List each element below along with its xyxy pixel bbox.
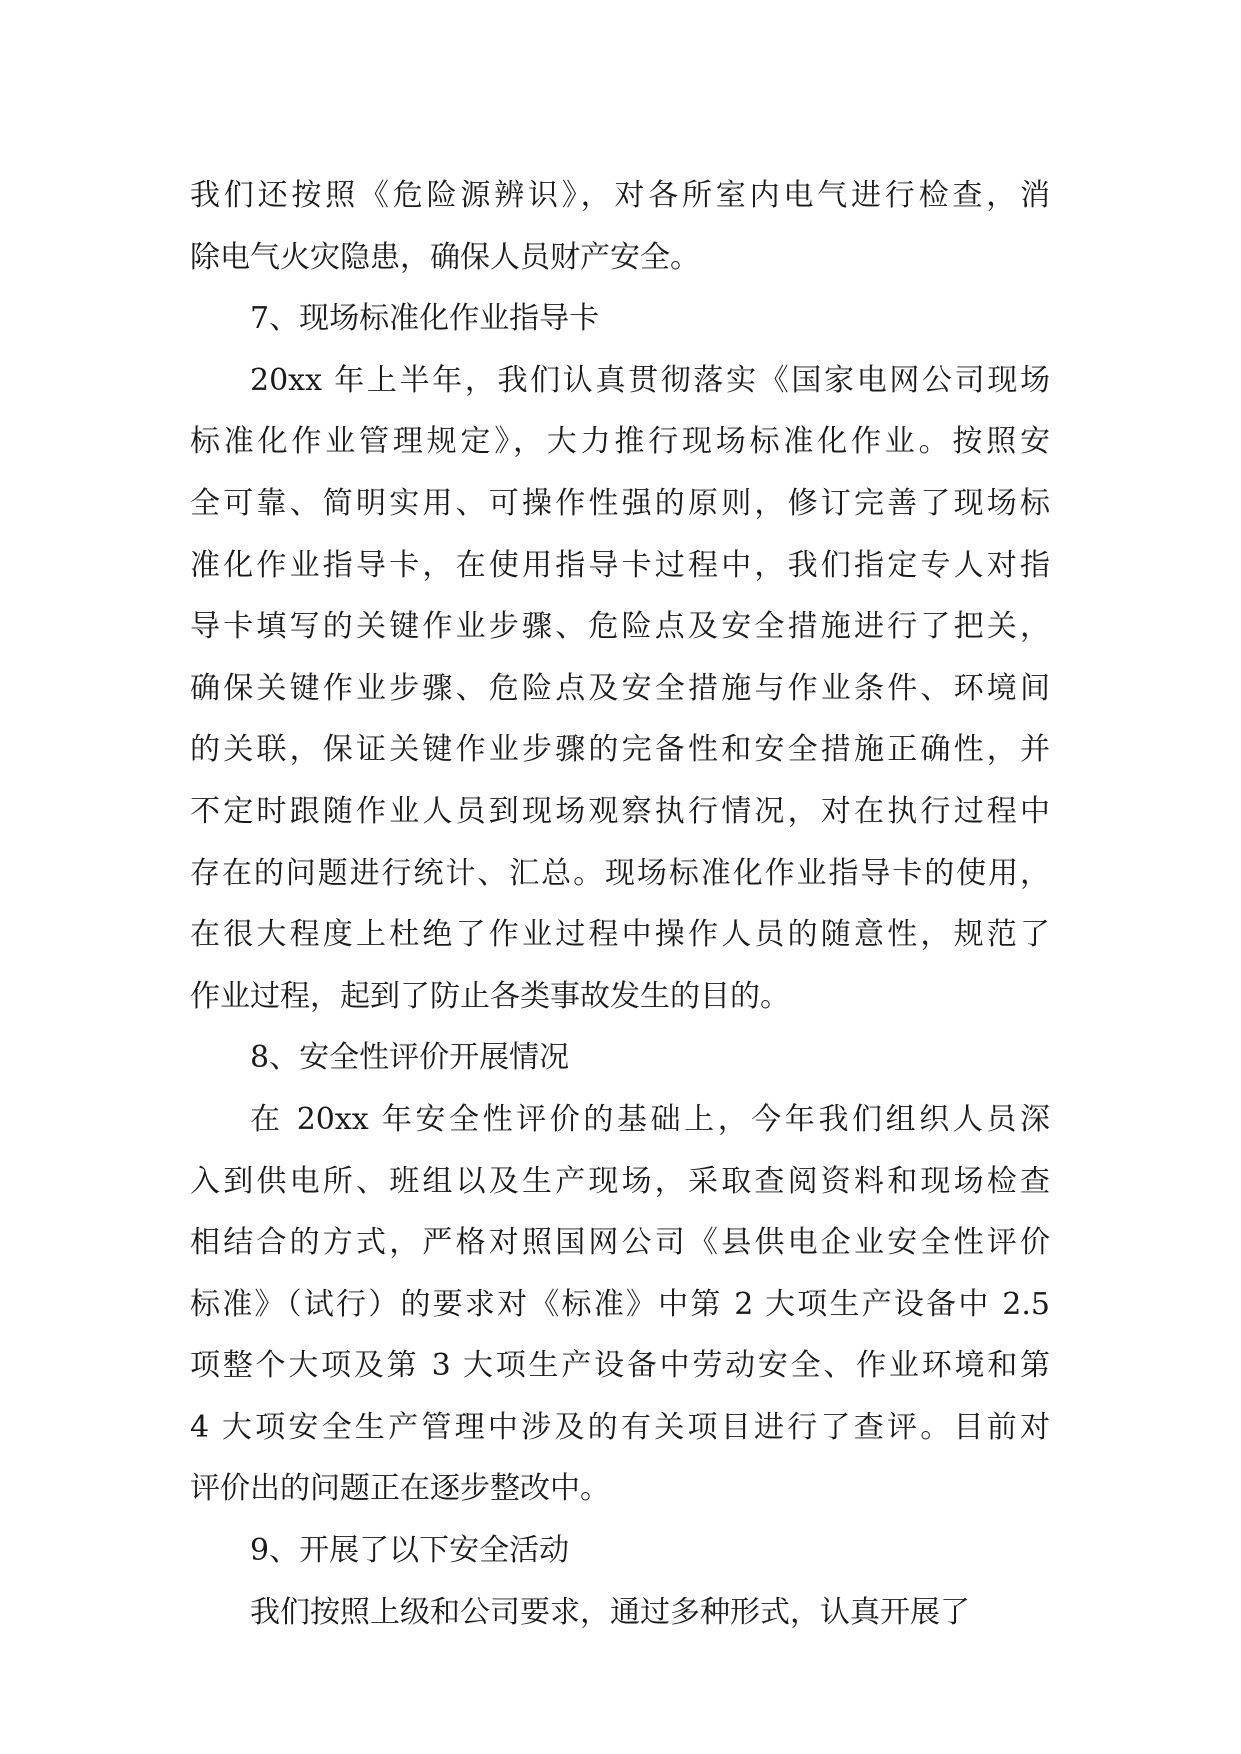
text-line: 项整个大项及第 3 大项生产设备中劳动安全、作业环境和第 [190, 1348, 1050, 1384]
text-line: 存在的问题进行统计、汇总。现场标准化作业指导卡的使用， [190, 855, 1050, 891]
text-line: 在很大程度上杜绝了作业过程中操作人员的随意性，规范了 [190, 917, 1050, 953]
text-line: 在 20xx 年安全性评价的基础上，今年我们组织人员深 [250, 1101, 1050, 1137]
text-line: 我们按照上级和公司要求，通过多种形式，认真开展了 [250, 1594, 970, 1630]
section-heading: 9、开展了以下安全活动 [250, 1533, 570, 1569]
text-line: 我们还按照《危险源辨识》，对各所室内电气进行检查，消 [190, 178, 1050, 213]
text-line: 相结合的方式，严格对照国网公司《县供电企业安全性评价 [190, 1225, 1050, 1261]
text-line: 准化作业指导卡，在使用指导卡过程中，我们指定专人对指 [190, 547, 1050, 583]
document-body [190, 165, 1050, 1643]
section-heading: 7、现场标准化作业指导卡 [250, 301, 600, 337]
text-line: 20xx 年上半年，我们认真贯彻落实《国家电网公司现场 [250, 362, 1050, 398]
text-line: 入到供电所、班组以及生产现场，采取查阅资料和现场检查 [190, 1163, 1050, 1199]
text-line: 的关联，保证关键作业步骤的完备性和安全措施正确性，并 [190, 732, 1050, 768]
text-line: 标准化作业管理规定》，大力推行现场标准化作业。按照安 [190, 424, 1050, 460]
text-line: 评价出的问题正在逐步整改中。 [190, 1471, 610, 1507]
text-line: 作业过程，起到了防止各类事故发生的目的。 [190, 978, 790, 1014]
text-line: 除电气火灾隐患，确保人员财产安全。 [190, 239, 700, 275]
text-line: 4 大项安全生产管理中涉及的有关项目进行了查评。目前对 [190, 1409, 1050, 1445]
text-line: 不定时跟随作业人员到现场观察执行情况，对在执行过程中 [190, 793, 1050, 829]
section-heading: 8、安全性评价开展情况 [250, 1040, 570, 1076]
text-line: 确保关键作业步骤、危险点及安全措施与作业条件、环境间 [190, 670, 1050, 706]
text-line: 全可靠、简明实用、可操作性强的原则，修订完善了现场标 [190, 485, 1050, 521]
text-line: 标准》（试行）的要求对《标准》中第 2 大项生产设备中 2.5 [190, 1286, 1050, 1322]
text-line: 导卡填写的关键作业步骤、危险点及安全措施进行了把关， [190, 609, 1050, 645]
